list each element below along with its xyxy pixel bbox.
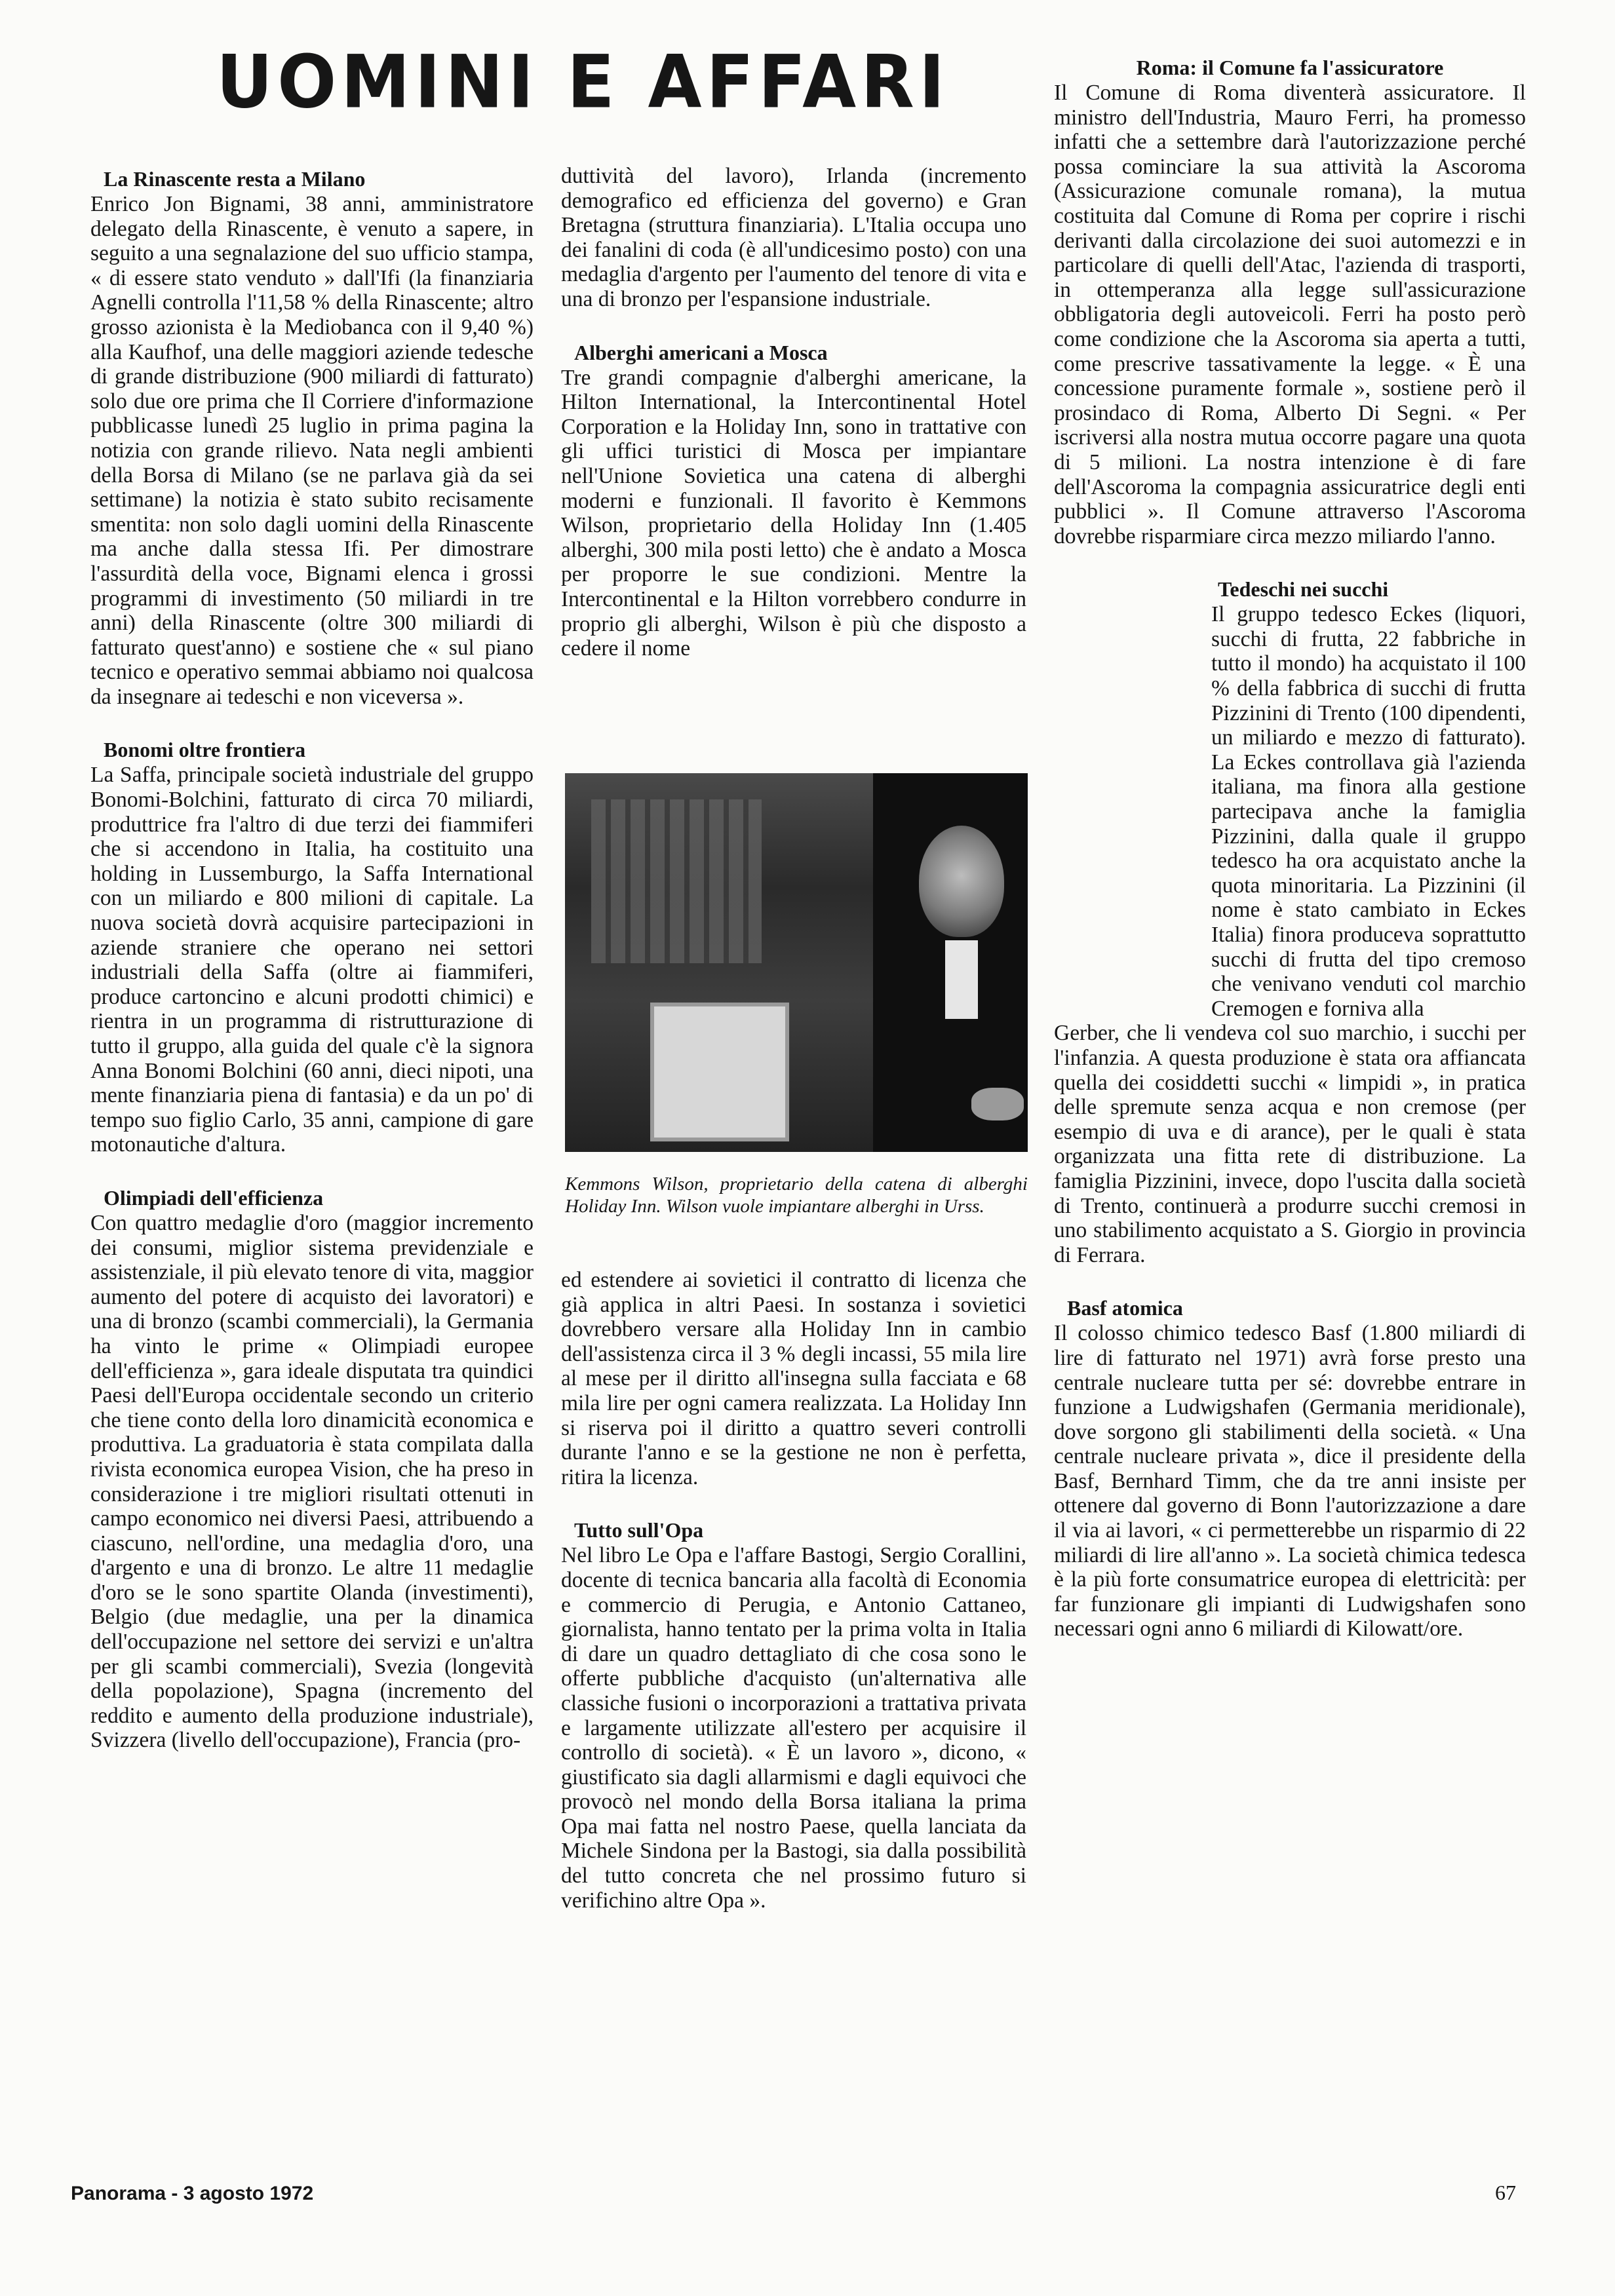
article-body-tedeschi: Il gruppo tedesco Eckes (liquori, succhi di frutta, 22 fabbriche in tutto il mondo) ha acquistato il 100 % della fabbrica di succhi di frutta Pizzinini di Trento (100 dipendenti, un miliardo e mezzo di fatturato). La Eckes controllava già l'azienda italiana, ma finora alla gestione partecipava anche la famiglia Pizzinini, dalla quale il gruppo tedesco ha ora acquistato anche la quota minoritaria. La Pizzinini (il nome è stato cambiato in Eckes Italia) finora produceva soprattutto succhi di frutta del tipo cremoso che venivano venduti col marchio Cremogen e forniva alla bbox=[1211, 602, 1526, 1021]
photo-portrait-shirt bbox=[945, 940, 978, 1019]
article-body-alberghi: Tre grandi compagnie d'alberghi americane, la Hilton International, la Intercontinental Hotel Corporation e la Holiday Inn, sono in trattative con gli uffici turistici di Mosca per impiantare nell'Unione Sovietica una catena di alberghi moderni e funzionali. Il favorito è Kemmons Wilson, proprietario della Holiday Inn (1.405 alberghi, 300 mila posti letto) che è andato a Mosca per proporre le sue condizioni. Mentre la Intercontinental e la Hilton vorrebbero condurre in proprio gli alberghi, Wilson è più che disposto a cedere il nome bbox=[561, 365, 1026, 661]
photo-portrait-hand bbox=[971, 1088, 1024, 1120]
section-masthead: UOMINI E AFFARI bbox=[216, 39, 950, 124]
photo-background-office bbox=[565, 773, 873, 1152]
column-2-top bbox=[561, 164, 1026, 690]
article-title-roma: Roma: il Comune fa l'assicuratore bbox=[1136, 56, 1444, 79]
article-title-tedeschi: Tedeschi nei succhi bbox=[1218, 577, 1389, 602]
article-body-olimpiadi: Con quattro medaglie d'oro (maggior incremento dei consumi, miglior sistema previdenziale e assistenziale, il più elevato tenore di vita, maggior aumento del potere di acquisto dei lavoratori) e una di bronzo (scambi commerciali), la Germania ha vinto le prime « Olimpiadi europee dell'efficienza », gara ideale disputata tra quindici Paesi dell'Europa occidentale secondo un criterio che tiene conto della loro dinamicità economica e produttiva. La graduatoria è stata compilata dalla rivista economica europea Vision, che ha preso in considerazione i tre migliori risultati ottenuti in campo economico nei diversi Paesi, attribuendo a ciascuno, nell'ordine, una medaglia d'oro, una d'argento e una di bronzo. Le altre 11 medaglie d'oro se le sono spartite Olanda (investimenti), Belgio (due medaglie, una per la dinamica dell'occupazione nel settore dei servizi e un'altra per gli scambi commerciali), Svezia (longevità della popolazione), Spagna (incremento del reddito e aumento della produzione industriale), Svizzera (livello dell'occupazione), Francia (pro- bbox=[90, 1210, 534, 1753]
article-title-bonomi: Bonomi oltre frontiera bbox=[104, 738, 306, 762]
photo-caption: Kemmons Wilson, proprietario della catena di alberghi Holiday Inn. Wilson vuole impiantare alberghi in Urss. bbox=[565, 1174, 1028, 1217]
article-title-rinascente: La Rinascente resta a Milano bbox=[104, 167, 366, 191]
column-2-bottom bbox=[561, 1268, 1026, 1942]
photo-portrait bbox=[873, 773, 1028, 1152]
photo-window bbox=[591, 799, 762, 963]
article-body-tedeschi-continued: Gerber, che li vendeva col suo marchio, i succhi per l'infanzia. A questa produzione è stata ora affiancata quella dei cosiddetti succhi « limpidi », in pratica delle spremute senza acqua e non cremose (per esempio di uva e di arance), per le quali è stata organizzata una fitta rete di distribuzione. La famiglia Pizzinini, invece, dopo l'uscita dalla società di Trento, continuerà a produrre succhi cremosi in uno stabilimento acquistato a S. Giorgio in provincia di Ferrara. bbox=[1054, 1021, 1526, 1267]
photo-portrait-head bbox=[919, 826, 1004, 937]
photo-desk-card bbox=[650, 1003, 789, 1141]
article-title-opa: Tutto sull'Opa bbox=[574, 1518, 704, 1542]
article-body-opa: Nel libro Le Opa e l'affare Bastogi, Sergio Corallini, docente di tecnica bancaria alla facoltà di Economia e commercio di Perugia, e Antonio Cattaneo, giornalista, hanno tentato per la prima volta in Italia di dare un quadro dettagliato di che cosa sono le offerte pubbliche d'acquisto (un'alternativa alle classiche fusioni o incorporazioni a trattativa privata e largamente utilizzate all'estero per acquisire il controllo di società). « È un lavoro », dicono, « giustificato sia dagli allarmismi e dagli equivoci che provocò nel mondo della Borsa italiana la prima Opa mai fatta nel nostro Paese, quella lanciata da Michele Sindona per la Bastogi, sia dalla possibilità del tutto concreta che nel prossimo futuro si verifichino altre Opa ». bbox=[561, 1543, 1026, 1913]
column-1 bbox=[90, 167, 534, 1782]
footer-issue: Panorama - 3 agosto 1972 bbox=[71, 2183, 314, 2204]
page-number: 67 bbox=[1495, 2181, 1516, 2204]
article-body-basf: Il colosso chimico tedesco Basf (1.800 miliardi di lire di fatturato nel 1971) avrà forse presto una centrale nucleare tutta per sé: dovrebbe entrare in funzione a Ludwigshafen (Germania meridionale), dove sorgono gli stabilimenti della società. « Una centrale nucleare privata », dice il presidente della Basf, Bernhard Timm, che da tre anni insiste per ottenere dal governo di Bonn l'autorizzazione a dare il via ai lavori, « ci permetterebbe un risparmio di 22 miliardi di lire all'anno ». La società chimica tedesca è la più forte consumatrice europea di elettricità: per far funzionare gli impianti di Ludwigshafen sono necessari ogni anno 6 miliardi di Kilowatt/ore. bbox=[1054, 1321, 1526, 1641]
article-title-basf: Basf atomica bbox=[1067, 1296, 1183, 1320]
article-body-roma: Il Comune di Roma diventerà assicuratore. Il ministro dell'Industria, Mauro Ferri, ha promesso infatti che a settembre darà l'autorizzazione perché possa cominciare la sua attività la Ascoroma (Assicurazione comunale romana), la mutua costituita dal Comune di Roma per coprire i rischi derivanti dalla circolazione dei suoi automezzi e in particolare di quelli dell'Atac, l'azienda di trasporti, in ottemperanza alla legge sull'assicurazione obbligatoria degli autoveicoli. Ferri ha posto però come condizione che la Ascoroma sia aperta a tutti, come prescrive tassativamente la legge. « È una concessione puramente formale », sostiene però il prosindaco di Roma, Alberto Di Segni. « Per iscriversi alla nostra mutua occorre pagare una quota di 5 milioni. La nostra intenzione è di fare dell'Ascoroma la compagnia assicuratrice degli enti pubblici ». Il Comune attraverso l'Ascoroma dovrebbe risparmiare circa mezzo miliardo l'anno. bbox=[1054, 81, 1526, 548]
article-title-olimpiadi: Olimpiadi dell'efficienza bbox=[104, 1185, 324, 1210]
article-body-rinascente: Enrico Jon Bignami, 38 anni, amministratore delegato della Rinascente, è venuto a sapere, in seguito a una segnalazione del suo ufficio stampa, « di essere stato venduto » dall'Ifi (la finanziaria Agnelli controlla l'11,58 % della Rinascente; altro grosso azionista è la Mediobanca con il 9,40 %) alla Kaufhof, una delle maggiori aziende tedesche di grande distribuzione (900 miliardi di fatturato) solo due ore prima che Il Corriere d'informazione pubblicasse lunedì 25 luglio in prima pagina la notizia con grande rilievo. Nata negli ambienti della Borsa di Milano (se ne parlava già da sei settimane) la notizia è stato subito recisamente smentita: non solo dagli uomini della Rinascente ma anche dalla stessa Ifi. Per dimostrare l'assurdità della voce, Bignami elenca i grossi programmi di investimento (50 miliardi in tre anni) della Rinascente (oltre 300 miliardi di fatturato quest'anno) e sostiene che « sul piano tecnico e operativo semmai abbiamo noi qualcosa da insegnare ai tedeschi e non viceversa ». bbox=[90, 192, 534, 709]
article-body-olimpiadi-continued: duttività del lavoro), Irlanda (incremento demografico ed efficienza del governo) e Gran Bretagna (struttura finanziaria). L'Italia occupa uno dei fanalini di coda (è all'undicesimo posto) con una medaglia d'argento per l'aumento del tenore di vita e una di bronzo per l'espansione industriale. bbox=[561, 164, 1026, 311]
article-body-bonomi: La Saffa, principale società industriale del gruppo Bonomi-Bolchini, fatturato di circa 70 miliardi, produttrice fra l'altro di due terzi dei fiammiferi che si accendono in Italia, ha costituito una holding in Lussemburgo, la Saffa International con un miliardo e 800 milioni di capitale. La nuova società dovrà acquisire partecipazioni in aziende straniere che operano nei settori industriali della Saffa (oltre ai fiammiferi, produce cartoncino e alcuni prodotti chimici) e rientra in un programma di ristrutturazione di tutto il gruppo, alla guida del quale c'è la signora Anna Bonomi Bolchini (60 anni, dieci nipoti, una mente finanziaria piena di fantasia) e da un po' di tempo suo figlio Carlo, 35 anni, campione di gare motonautiche d'altura. bbox=[90, 763, 534, 1157]
column-3 bbox=[1054, 56, 1526, 1670]
article-title-alberghi: Alberghi americani a Mosca bbox=[574, 340, 828, 364]
photo-kemmons-wilson bbox=[565, 773, 1028, 1152]
article-body-alberghi-continued: ed estendere ai sovietici il contratto di licenza che già applica in altri Paesi. In sostanza i sovietici dovrebbero versare alla Holiday Inn in cambio dell'assistenza circa il 3 % degli incassi, 55 mila lire al mese per il diritto all'insegna sulla facciata e 68 mila lire per ogni camera realizzata. La Holiday Inn si riserva poi il diritto a quattro severi controlli durante l'anno e se la gestione ne non è perfetta, ritira la licenza. bbox=[561, 1268, 1026, 1489]
